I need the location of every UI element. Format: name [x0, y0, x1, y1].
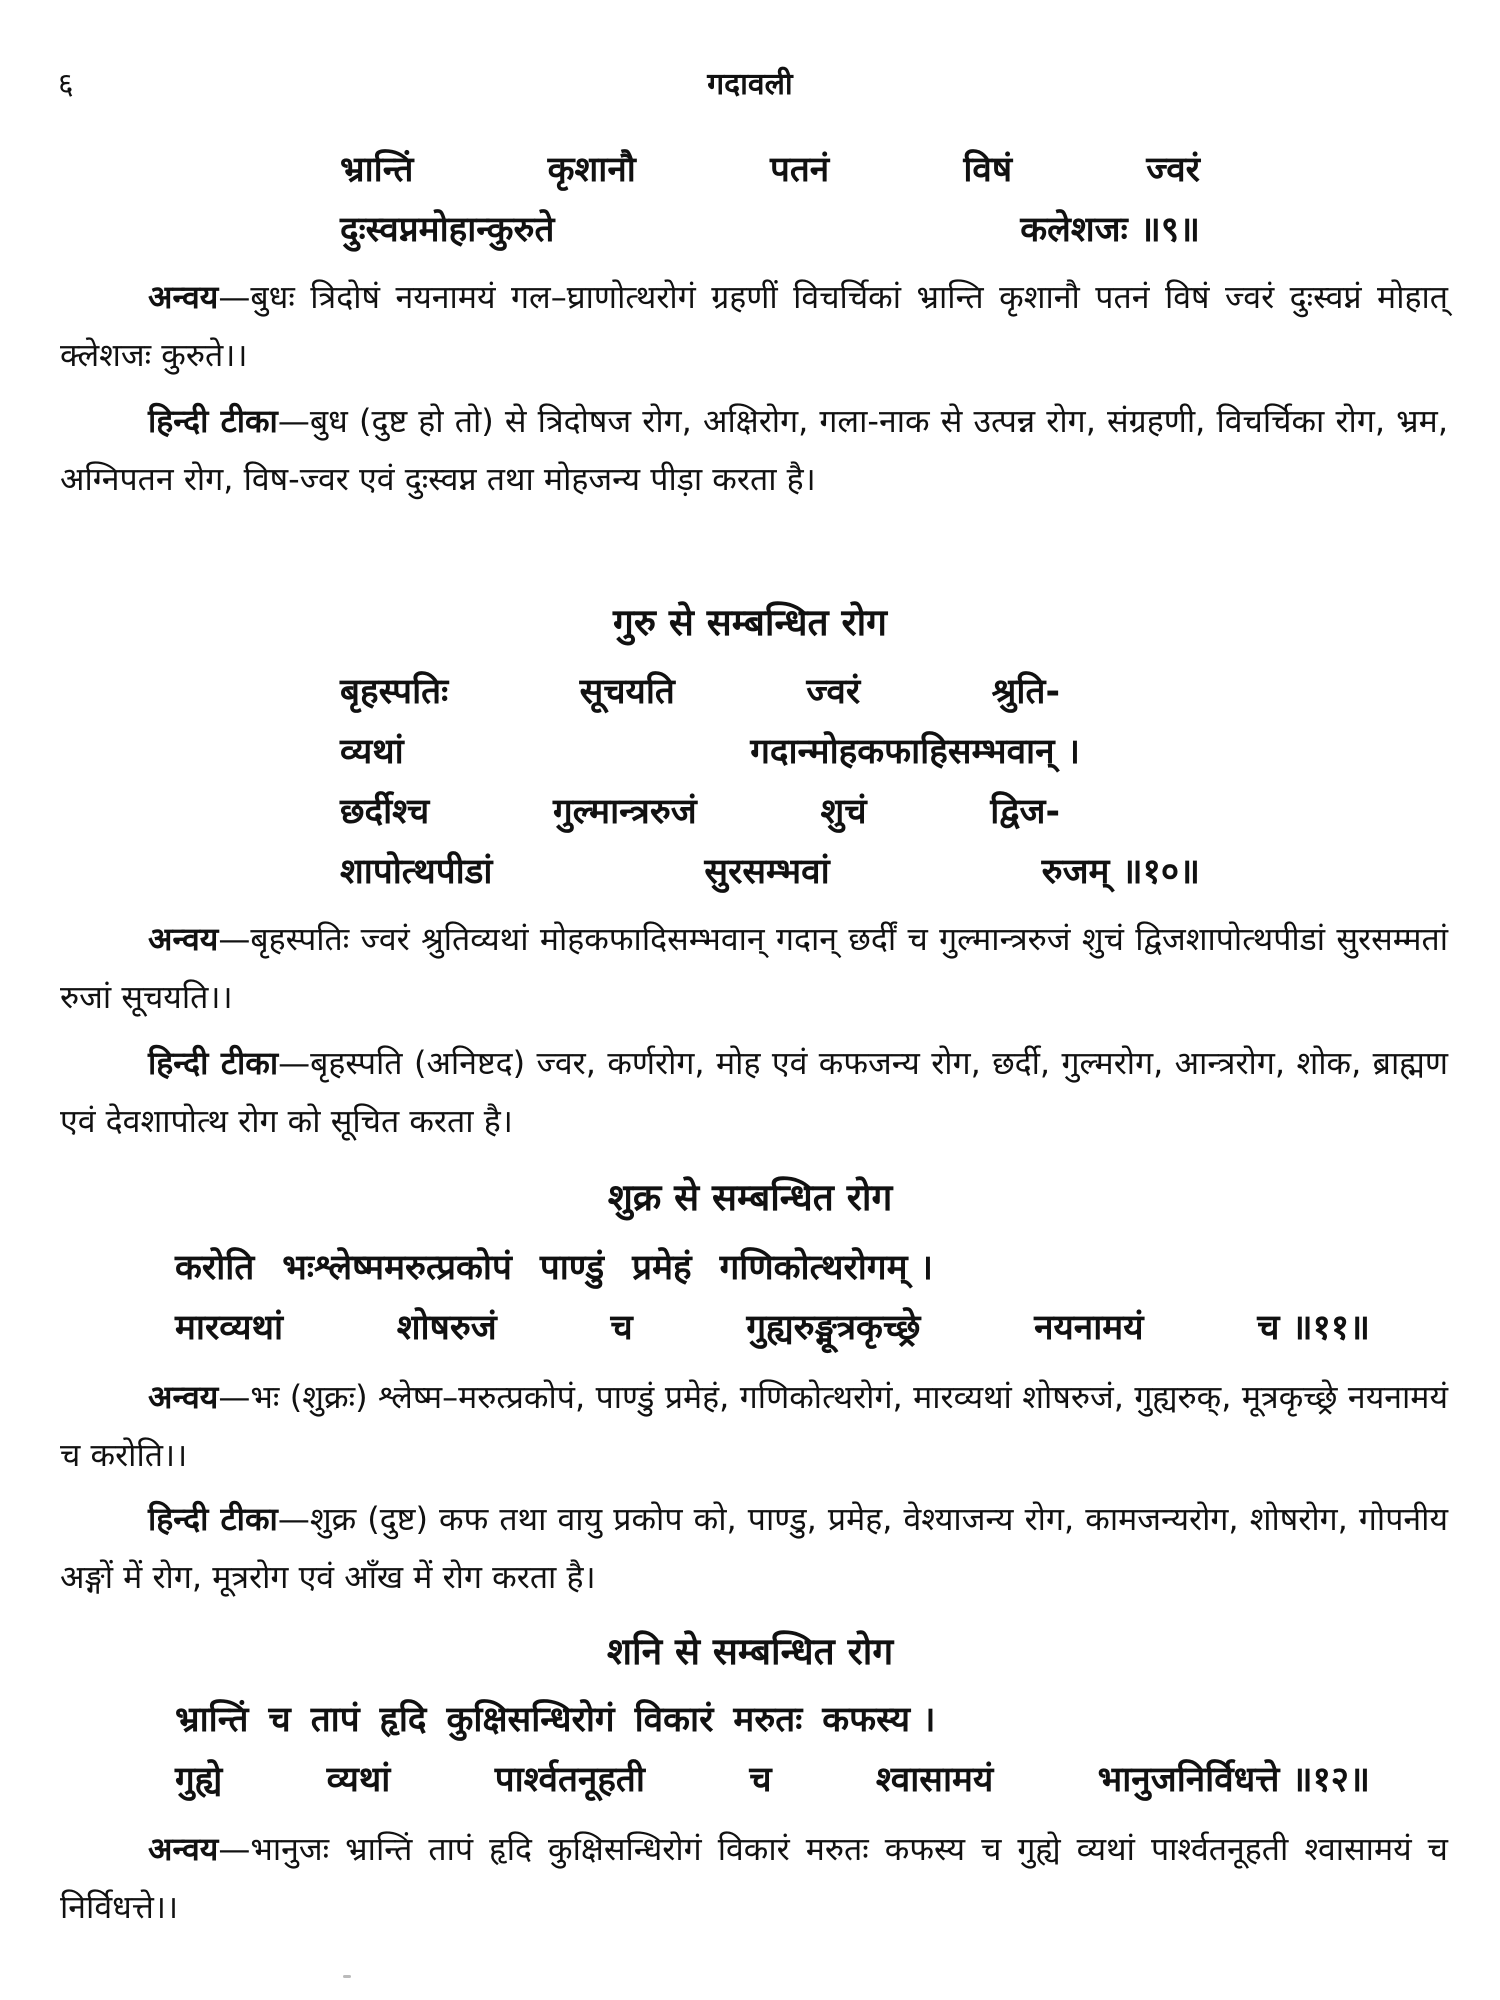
tika-text: —बृहस्पति (अनिष्टद) ज्वर, कर्णरोग, मोह एवं कफजन्य रोग, छर्दी, गुल्मरोग, आन्त्ररोग, शोक, ब्राह्मण एवं देवशापोत्थ रोग को सूचित करता है।: [60, 1044, 1448, 1140]
verse-word: कलेशजः ॥९॥: [1020, 210, 1200, 250]
verse-word: कुक्षिसन्धिरोगं: [446, 1700, 615, 1740]
verse-line: [340, 662, 1060, 722]
verse-line: [175, 1298, 1370, 1358]
verse-word: दुःस्वप्नमोहान्कुरुते: [340, 210, 555, 250]
anvay-paragraph: [60, 268, 1448, 384]
running-title: गदावली: [707, 67, 793, 102]
page-header: [0, 62, 1500, 102]
anvay-label: अन्वय: [148, 920, 219, 958]
verse-word: गुल्मान्त्ररुजं: [553, 792, 697, 832]
tika-paragraph: [60, 1034, 1448, 1150]
verse-word: सुरसम्भवां: [704, 852, 830, 892]
verse-word: श्रुति-: [991, 672, 1060, 712]
verse-word: कृशानौ: [547, 150, 636, 190]
tika-paragraph: [60, 1490, 1448, 1606]
verse-word: प्रमेहं: [632, 1248, 692, 1288]
verse-word: गुह्यरुङ्मूत्रकृच्छ्रे: [746, 1308, 921, 1348]
verse-word: शोषरुजं: [396, 1308, 497, 1348]
verse-word: च: [268, 1700, 291, 1740]
anvay-paragraph: [60, 910, 1448, 1026]
verse-word: गदान्मोहकफाहिसम्भवान् ।: [750, 732, 1080, 772]
anvay-text: —भानुजः भ्रान्तिं तापं हृदि कुक्षिसन्धिरोगं विकारं मरुतः कफस्य च गुह्ये व्यथां पार्श्वतनूहती श्वासामयं च निर्विधत्ते।।: [60, 1830, 1448, 1926]
verse-word: नयनामयं: [1034, 1308, 1144, 1348]
verse-line: [340, 782, 1060, 842]
anvay-label: अन्वय: [148, 278, 219, 316]
verse-line: [340, 722, 1080, 782]
verse-word: विकारं: [634, 1700, 714, 1740]
anvay-paragraph: [60, 1368, 1448, 1484]
verse-word: सूचयति: [579, 672, 675, 712]
verse-word: व्यथां: [326, 1760, 391, 1800]
print-speck: [343, 1975, 351, 1978]
verse-word: शुचं: [820, 792, 867, 832]
verse-word: गणिकोत्थरोगम् ।: [719, 1248, 933, 1288]
verse-line: [340, 842, 1200, 902]
verse-line: [340, 200, 1200, 260]
verse-word: च: [610, 1308, 633, 1348]
verse-word: रुजम् ॥१०॥: [1041, 852, 1200, 892]
anvay-paragraph: [60, 1820, 1448, 1936]
verse-word: पाण्डुं: [539, 1248, 605, 1288]
verse-11: [175, 1238, 1370, 1358]
tika-paragraph: [60, 392, 1448, 508]
verse-word: बृहस्पतिः: [340, 672, 449, 712]
verse-line: [175, 1238, 1370, 1298]
anvay-text: —बृहस्पतिः ज्वरं श्रुतिव्यथां मोहकफादिसम्भवान् गदान् छर्दीं च गुल्मान्त्ररुजं शुचं द्विजशापोत्थपीडां सुरसम्मतां रुजां सूचयति।।: [60, 920, 1448, 1016]
verse-10: [340, 662, 1200, 902]
verse-word: व्यथां: [340, 732, 404, 772]
verse-line: [175, 1690, 1370, 1750]
tika-text: —शुक्र (दुष्ट) कफ तथा वायु प्रकोप को, पाण्डु, प्रमेह, वेश्याजन्य रोग, कामजन्यरोग, शोषरोग, गोपनीय अङ्गों में रोग, मूत्ररोग एवं आँख में रोग करता है।: [60, 1500, 1449, 1596]
tika-label: हिन्दी टीका: [148, 1044, 279, 1082]
verse-word: मरुतः: [733, 1700, 803, 1740]
verse-word: मारव्यथां: [175, 1308, 284, 1348]
tika-text: —बुध (दुष्ट हो तो) से त्रिदोषज रोग, अक्षिरोग, गला-नाक से उत्पन्न रोग, संग्रहणी, विचर्चिका रोग, भ्रम, अग्निपतन रोग, विष-ज्वर एवं दुःस्वप्न तथा मोहजन्य पीड़ा करता है।: [60, 402, 1448, 498]
verse-word: भानुजनिर्विधत्ते ॥१२॥: [1097, 1760, 1370, 1800]
verse-word: ज्वरं: [806, 672, 861, 712]
section-heading-shani: शनि से सम्बन्धित रोग: [606, 1630, 894, 1673]
verse-word: भ्रान्तिं: [340, 150, 414, 190]
verse-word: भःश्लेष्ममरुत्प्रकोपं: [282, 1248, 512, 1288]
verse-word: ज्वरं: [1146, 150, 1200, 190]
verse-word: हृदि: [379, 1700, 427, 1740]
verse-12: [175, 1690, 1370, 1810]
anvay-text: —बुधः त्रिदोषं नयनामयं गल–घ्राणोत्थरोगं ग्रहणीं विचर्चिकां भ्रान्ति कृशानौ पतनं विषं ज्वरं दुःस्वप्नं मोहात् क्लेशजः कुरुते।।: [60, 278, 1448, 374]
anvay-text: —भः (शुक्रः) श्लेष्म–मरुत्प्रकोपं, पाण्डुं प्रमेहं, गणिकोत्थरोगं, मारव्यथां शोषरुजं, गुह्यरुक्, मूत्रकृच्छ्रे नयनामयं च करोति।।: [60, 1378, 1448, 1474]
section-heading-guru: गुरु से सम्बन्धित रोग: [612, 601, 887, 644]
verse-line: [340, 140, 1200, 200]
verse-word: तापं: [310, 1700, 360, 1740]
section-heading-shukra: शुक्र से सम्बन्धित रोग: [607, 1176, 893, 1219]
verse-word: करोति: [175, 1248, 255, 1288]
verse-word: कफस्य ।: [822, 1700, 936, 1740]
verse-word: द्विज-: [990, 792, 1060, 832]
verse-word: भ्रान्तिं: [175, 1700, 249, 1740]
verse-line: [175, 1750, 1370, 1810]
verse-word: पार्श्वतनूहती: [494, 1760, 645, 1800]
verse-word: च ॥११॥: [1257, 1308, 1370, 1348]
verse-word: पतनं: [769, 150, 830, 190]
verse-word: च: [749, 1760, 772, 1800]
verse-word: गुह्ये: [175, 1760, 223, 1800]
tika-label: हिन्दी टीका: [148, 402, 278, 440]
page-number: ६: [58, 67, 74, 102]
verse-word: शापोत्थपीडां: [340, 852, 493, 892]
verse-word: श्वासामयं: [875, 1760, 994, 1800]
verse-word: छर्दीश्च: [340, 792, 430, 832]
anvay-label: अन्वय: [148, 1830, 219, 1868]
anvay-label: अन्वय: [148, 1378, 219, 1416]
tika-label: हिन्दी टीका: [148, 1500, 278, 1538]
verse-word: विषं: [963, 150, 1013, 190]
verse-9: [340, 140, 1200, 260]
